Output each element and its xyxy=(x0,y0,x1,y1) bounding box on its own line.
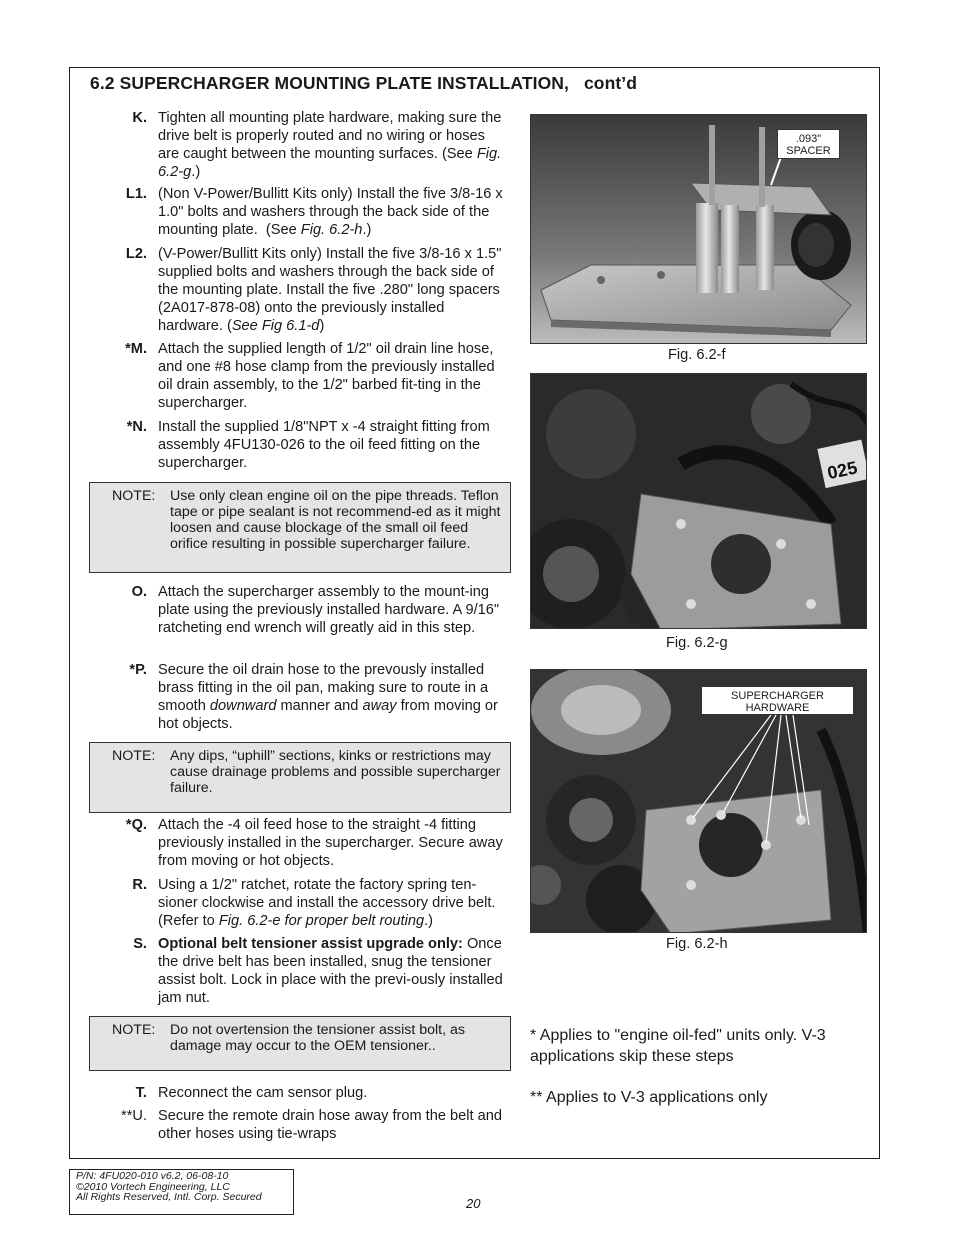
page-number: 20 xyxy=(466,1196,481,1211)
svg-text:025: 025 xyxy=(825,457,860,484)
step-label: *N. xyxy=(126,419,147,435)
step-text: Attach the -4 oil feed hose to the straight -4 fitting previously installed in the supercharger. Secure away from moving or hot objects. xyxy=(158,817,503,869)
note-text: Do not overtension the tensioner assist bolt, as damage may occur to the OEM tensioner.. xyxy=(170,1022,465,1054)
step-label: L2. xyxy=(125,246,147,262)
step-t xyxy=(110,1084,510,1102)
step-k xyxy=(110,109,510,181)
spacer-callout xyxy=(777,129,840,159)
step-text: Tighten all mounting plate hardware, making sure the drive belt is properly routed and no wiring or hoses are caught between the mounting surfaces. (See Fig. 6.2-g.) xyxy=(158,110,502,180)
note-text: Any dips, “uphill” sections, kinks or restrictions may cause drainage problems and possible supercharger failure. xyxy=(170,748,501,796)
callout-line: .093" xyxy=(795,133,822,145)
callout-line: SUPERCHARGER xyxy=(731,690,824,702)
step-label: *P. xyxy=(129,662,147,678)
part-number-box xyxy=(69,1169,294,1215)
step-text: Using a 1/2" ratchet, rotate the factory spring ten-sioner clockwise and install the accessory drive belt. (Refer to Fig. 6.2-e for proper belt routing.) xyxy=(158,877,500,929)
step-label: *M. xyxy=(125,341,147,357)
footnote-oil-fed: * Applies to "engine oil-fed" units only. V-3 applications skip these steps xyxy=(530,1027,826,1065)
step-n xyxy=(110,418,510,472)
section-heading: SUPERCHARGER MOUNTING PLATE INSTALLATION, xyxy=(119,73,569,93)
section-cont: cont’d xyxy=(583,73,638,93)
step-s xyxy=(110,935,510,1007)
step-label: **U. xyxy=(121,1108,147,1124)
step-label: R. xyxy=(132,877,147,893)
step-l1 xyxy=(110,185,510,239)
step-r xyxy=(110,876,510,930)
step-label: K. xyxy=(132,110,147,126)
step-l2 xyxy=(110,245,510,335)
step-text: Secure the oil drain hose to the prevously installed brass fitting in the oil pan, making sure to route in a smooth downward manner and away from moving or hot objects. xyxy=(158,662,498,732)
step-o xyxy=(110,583,510,637)
figure-caption: Fig. 6.2-h xyxy=(666,936,728,952)
engine-bay-plate-photo xyxy=(531,374,867,629)
step-text: Optional belt tensioner assist upgrade only: Once the drive belt has been installed, snug the tensioner assist bolt. Lock in place with the previ-ously installed jam nut. xyxy=(158,936,503,1006)
step-label: L1. xyxy=(125,186,147,202)
step-m xyxy=(110,340,510,412)
step-text: Secure the remote drain hose away from the belt and other hoses using tie-wraps xyxy=(158,1108,502,1142)
note-text: Use only clean engine oil on the pipe threads. Teflon tape or pipe sealant is not recommend-ed as it might loosen and cause blockage of the small oil feed orifice resulting in possible supercharger failure. xyxy=(170,488,501,552)
step-p xyxy=(110,661,510,733)
note-tensioner xyxy=(89,1016,511,1071)
step-label: T. xyxy=(135,1085,147,1101)
part-number: P/N: 4FU020-010 v6.2, 06-08-10 xyxy=(76,1170,229,1182)
figure-caption: Fig. 6.2-f xyxy=(668,347,726,363)
step-text: Install the supplied 1/8"NPT x -4 straight fitting from assembly 4FU130-026 to the oil feed fitting on the supercharger. xyxy=(158,419,490,471)
figure-caption: Fig. 6.2-g xyxy=(666,635,728,651)
callout-line: SPACER xyxy=(786,145,831,157)
copyright: ©2010 Vortech Engineering, LLC xyxy=(76,1180,230,1193)
note-label: NOTE: xyxy=(112,748,156,764)
step-label: S. xyxy=(133,936,147,952)
figure-6-2-g-photo xyxy=(530,373,867,629)
note-oil-threads xyxy=(89,482,511,573)
hardware-callout xyxy=(701,686,854,715)
step-text: Reconnect the cam sensor plug. xyxy=(158,1085,368,1101)
step-u xyxy=(110,1107,510,1143)
footnote-v3: ** Applies to V-3 applications only xyxy=(530,1089,768,1106)
step-q xyxy=(110,816,510,870)
step-label: O. xyxy=(131,584,147,600)
note-drainage xyxy=(89,742,511,813)
section-title xyxy=(90,73,637,94)
rights: All Rights Reserved, Intl. Corp. Secured xyxy=(76,1191,262,1203)
section-number: 6.2 xyxy=(90,73,115,93)
step-label: *Q. xyxy=(125,817,147,833)
note-label: NOTE: xyxy=(112,1022,156,1038)
step-text: Attach the supplied length of 1/2" oil drain line hose, and one #8 hose clamp from the previously installed oil drain assembly, to the 1/2" barbed fit-ting in the supercharger. xyxy=(158,341,495,411)
step-text: (V-Power/Bullitt Kits only) Install the five 3/8-16 x 1.5" supplied bolts and washers through the back side of the mounting plate. Install the five .280" long spacers (2A017-878-08) onto the previously installed hardware. (See Fig 6.1-d) xyxy=(158,246,502,334)
callout-line: HARDWARE xyxy=(745,702,810,714)
step-text: Attach the supercharger assembly to the mount-ing plate using the previously installed hardware. A 9/16" ratcheting end wrench will greatly aid in this step. xyxy=(158,584,500,636)
note-label: NOTE: xyxy=(112,488,156,504)
step-text: (Non V-Power/Bullitt Kits only) Install the five 3/8-16 x 1.0" bolts and washers through the back side of the mounting plate. (See Fig. 6.2-h.) xyxy=(158,186,503,238)
